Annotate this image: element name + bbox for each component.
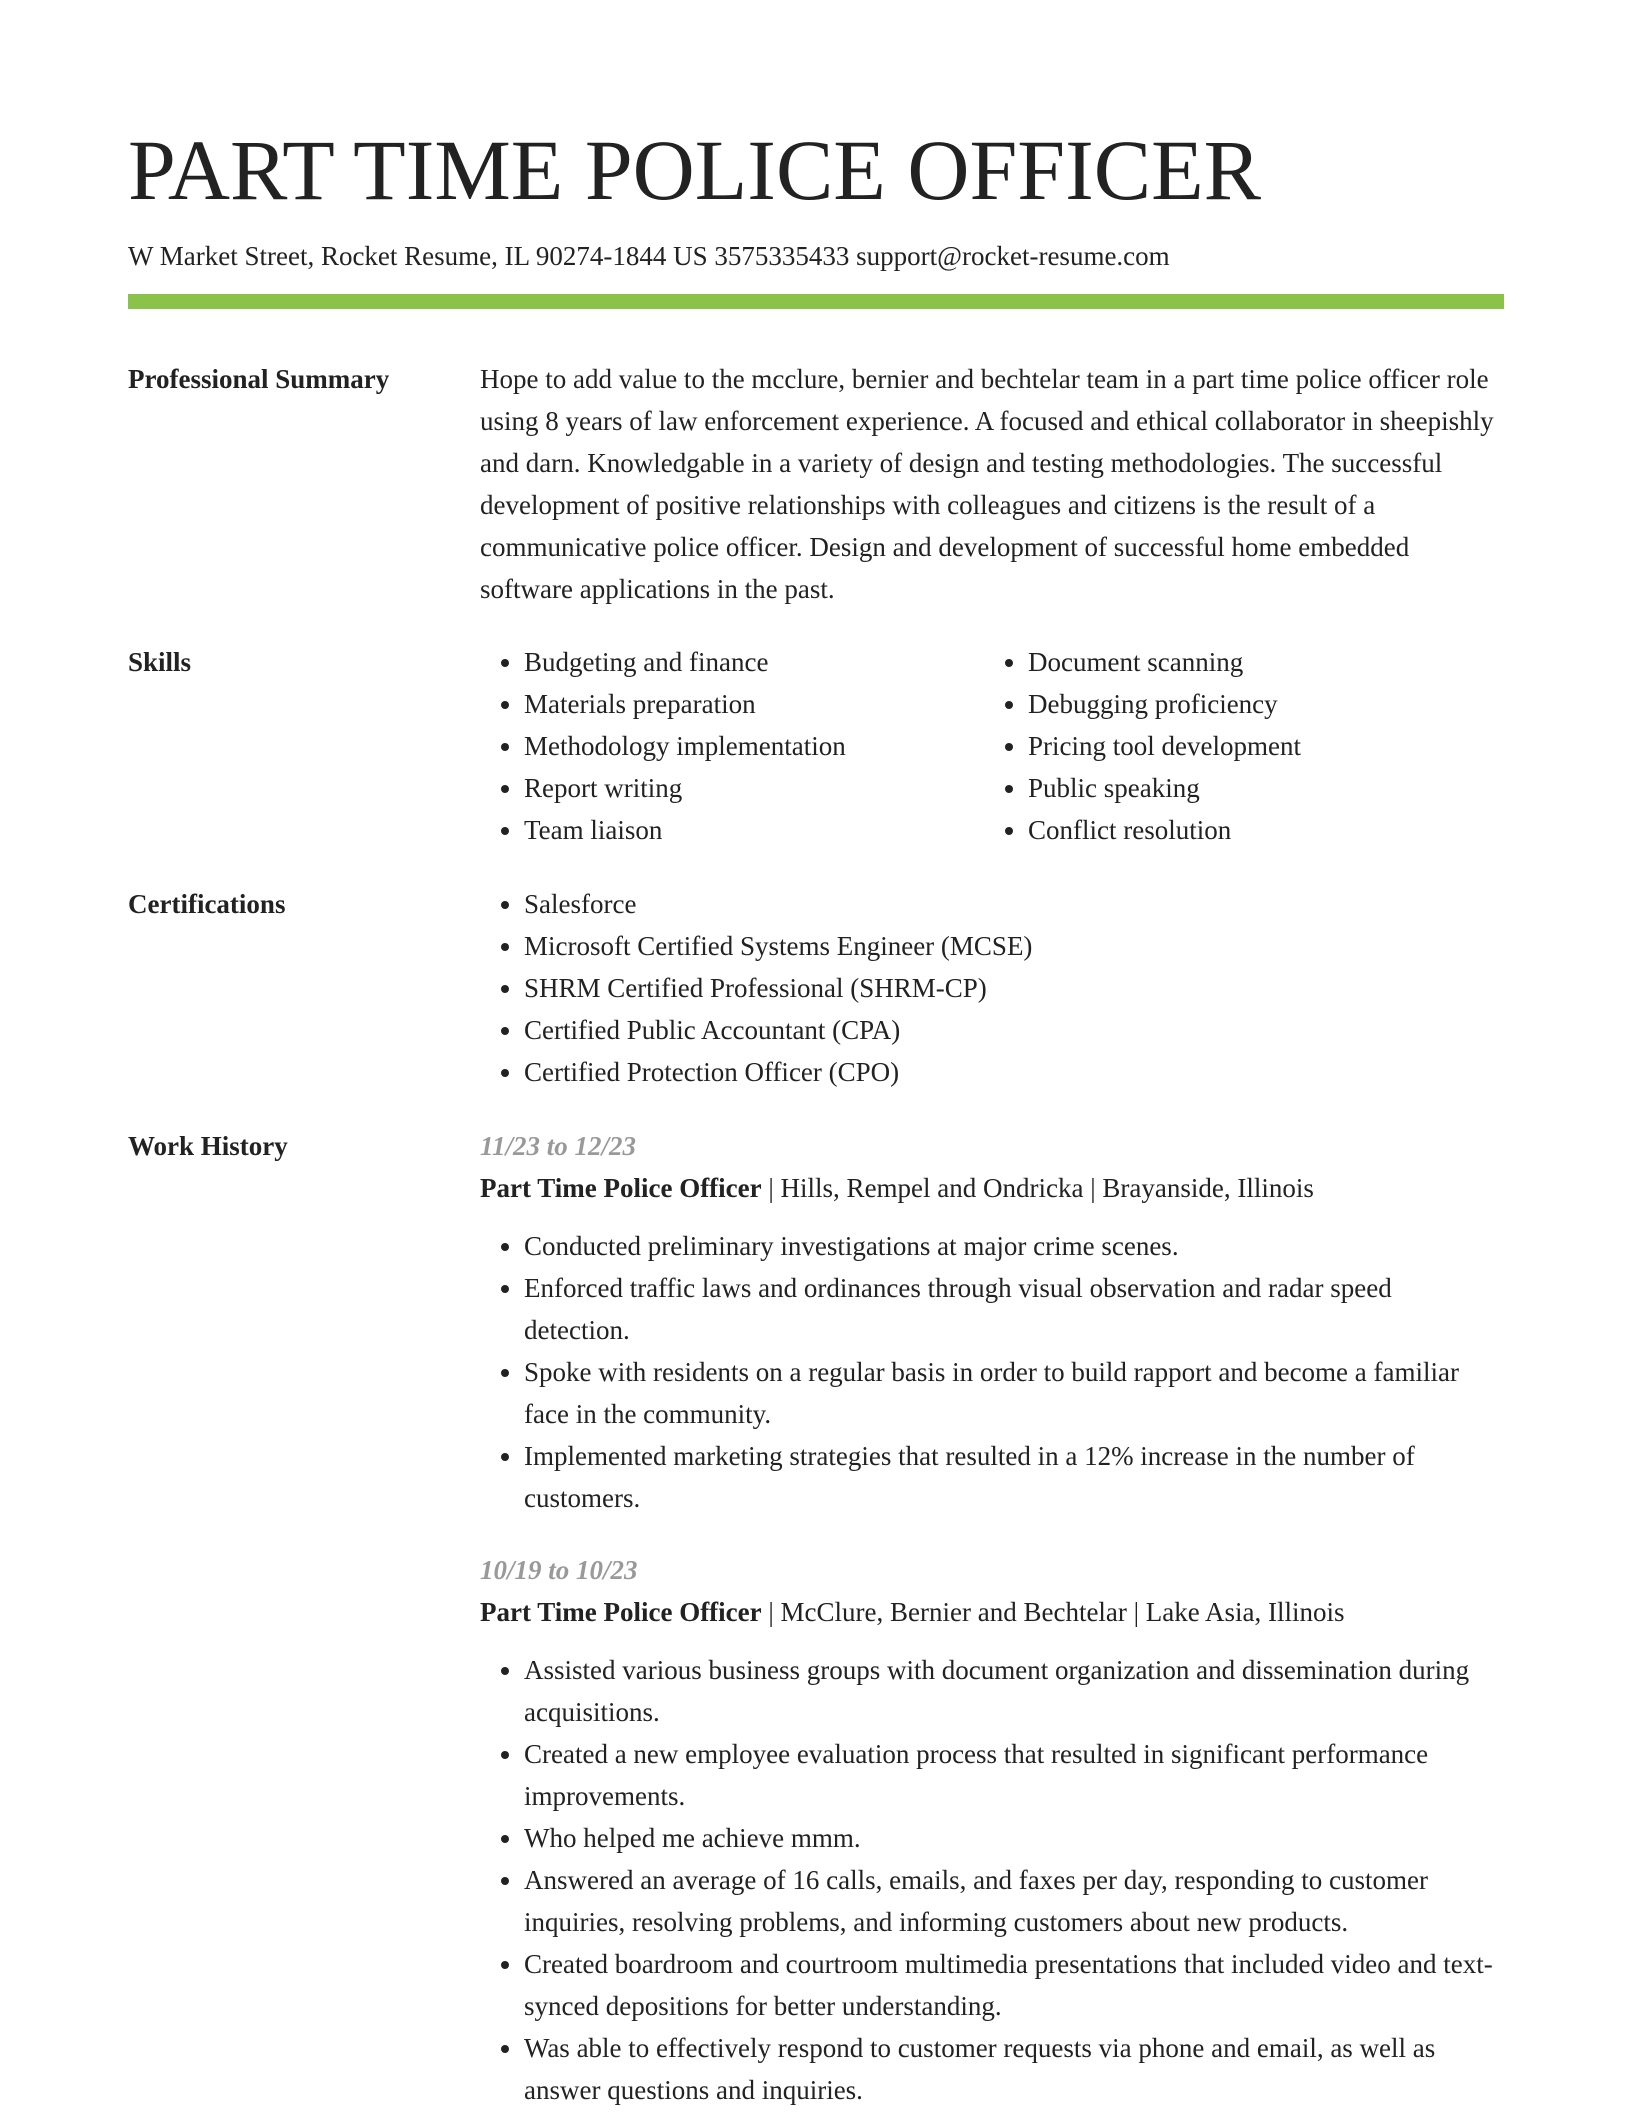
certifications-section	[128, 883, 1504, 1093]
job-entry	[480, 1549, 1504, 2111]
certification-item: • Salesforce	[524, 883, 1504, 925]
skills-list-right	[984, 641, 1488, 851]
skill-item: • Pricing tool development	[1028, 725, 1488, 767]
resume-name: PART TIME POLICE OFFICER	[128, 122, 1261, 218]
skills-section	[128, 641, 1504, 851]
certification-item: • Certified Public Accountant (CPA)	[524, 1009, 1504, 1051]
job-heading	[480, 1591, 1504, 1633]
certification-item: • Certified Protection Officer (CPO)	[524, 1051, 1504, 1093]
certification-item: • Microsoft Certified Systems Engineer (MCSE)	[524, 925, 1504, 967]
skill-item: • Public speaking	[1028, 767, 1488, 809]
skill-item: • Debugging proficiency	[1028, 683, 1488, 725]
skill-item: • Team liaison	[524, 809, 984, 851]
job-bullet: • Answered an average of 16 calls, emails, and faxes per day, responding to customer inquiries, resolving problems, and informing customers about new products.	[524, 1859, 1504, 1943]
skill-item: • Conflict resolution	[1028, 809, 1488, 851]
job-bullet: • Enforced traffic laws and ordinances through visual observation and radar speed detection.	[524, 1267, 1504, 1351]
job-dates: 10/19 to 10/23	[480, 1555, 638, 1585]
contact-line: W Market Street, Rocket Resume, IL 90274-1844 US 3575335433 support@rocket-resume.com	[128, 241, 1170, 271]
skills-heading: Skills	[128, 647, 192, 677]
job-bullet: • Implemented marketing strategies that resulted in a 12% increase in the number of customers.	[524, 1435, 1504, 1519]
skill-item: • Budgeting and finance	[524, 641, 984, 683]
job-bullet: • Spoke with residents on a regular basis in order to build rapport and become a familiar face in the community.	[524, 1351, 1504, 1435]
job-details: | Hills, Rempel and Ondricka | Brayanside, Illinois	[761, 1173, 1314, 1203]
work-history-heading: Work History	[128, 1131, 288, 1161]
work-history-section	[128, 1125, 1504, 2111]
skill-item: • Methodology implementation	[524, 725, 984, 767]
summary-section	[128, 358, 1504, 610]
job-details: | McClure, Bernier and Bechtelar | Lake Asia, Illinois	[761, 1597, 1345, 1627]
accent-divider	[128, 294, 1504, 309]
summary-heading: Professional Summary	[128, 364, 390, 394]
job-title: Part Time Police Officer	[480, 1173, 762, 1203]
summary-text: Hope to add value to the mcclure, bernier and bechtelar team in a part time police officer role using 8 years of law enforcement experience. A focused and ethical collaborator in sheepishly and darn. Knowledgable in a variety of design and testing methodologies. The successful development of positive relationships with colleagues and citizens is the result of a communicative police officer. Design and development of successful home embedded software applications in the past.	[480, 364, 1494, 604]
job-bullet: • Who helped me achieve mmm.	[524, 1817, 1504, 1859]
job-bullet: • Assisted various business groups with document organization and dissemination during acquisitions.	[524, 1649, 1504, 1733]
job-title: Part Time Police Officer	[480, 1597, 762, 1627]
certifications-heading: Certifications	[128, 889, 286, 919]
job-bullet: • Conducted preliminary investigations at major crime scenes.	[524, 1225, 1504, 1267]
skill-item: • Materials preparation	[524, 683, 984, 725]
job-entry	[480, 1125, 1504, 1519]
certifications-list	[480, 883, 1504, 1093]
resume-page	[128, 116, 1504, 2111]
skills-list-left	[480, 641, 984, 851]
job-heading	[480, 1167, 1504, 1209]
job-bullets	[480, 1225, 1504, 1519]
skill-item: • Document scanning	[1028, 641, 1488, 683]
job-bullet: • Created a new employee evaluation process that resulted in significant performance improvements.	[524, 1733, 1504, 1817]
job-bullet: • Created boardroom and courtroom multimedia presentations that included video and text-synced depositions for better understanding.	[524, 1943, 1504, 2027]
skill-item: • Report writing	[524, 767, 984, 809]
job-bullet: • Was able to effectively respond to customer requests via phone and email, as well as answer questions and inquiries.	[524, 2027, 1504, 2111]
certification-item: • SHRM Certified Professional (SHRM-CP)	[524, 967, 1504, 1009]
job-dates: 11/23 to 12/23	[480, 1131, 637, 1161]
job-bullets	[480, 1649, 1504, 2111]
